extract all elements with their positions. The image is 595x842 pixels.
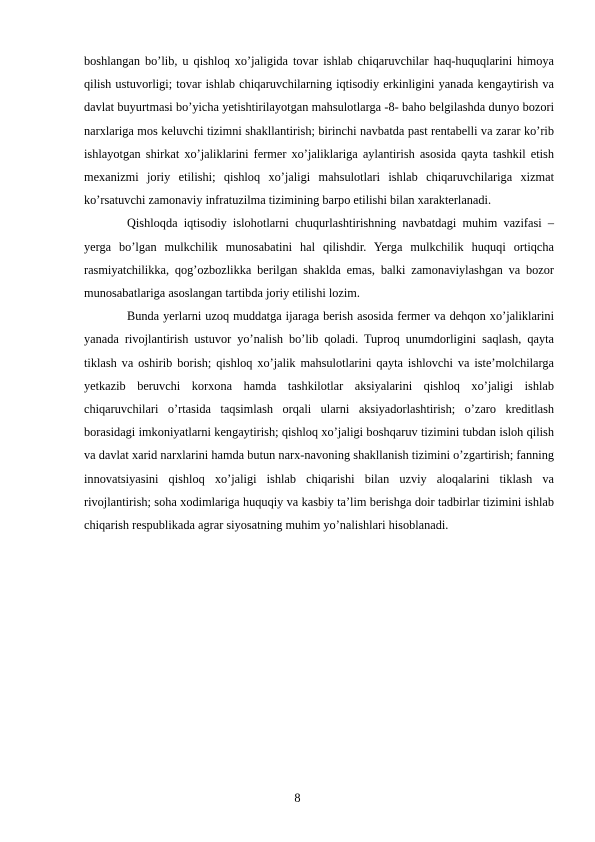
body-text — [84, 50, 554, 537]
paragraph-2: Qishloqda iqtisodiy islohotlarni chuqurlashtirishning navbatdagi muhim vazifasi – yerga bo’lgan mulkchilik munosabatini hal qilishdir. Yerga mulkchilik huquqi ortiqcha rasmiyatchilikka, qog’ozbozlikka berilgan shaklda emas, balki zamonaviylashgan va bozor munosabatlariga asoslangan tartibda joriy etilishi lozim. — [84, 216, 554, 301]
paragraph-3: Bunda yerlarni uzoq muddatga ijaraga berish asosida fermer va dehqon xo’jaliklarini yanada rivojlantirish ustuvor yo’nalish bo’lib qoladi. Tuproq unumdorligini saqlash, qayta tiklash va oshirib borish; qishloq xo’jalik mahsulotlarini qayta ishlovchi va iste’molchilarga yetkazib beruvchi korxona hamda tashkilotlar aksiyalarini qishloq xo’jaligi ishlab chiqaruvchilari o’rtasida taqsimlash orqali ularni aksiyadorlashtirish; o’zaro kreditlash borasidagi imkoniyatlarni kengaytirish; qishloq xo’jaligi boshqaruv tizimini tubdan isloh qilish va davlat xarid narxlarini hamda butun narx-navoning shakllanish tizimini o’zgartirish; fanning innovatsiyasini qishloq xo’jaligi ishlab chiqarishi bilan uzviy aloqalarini tiklash va rivojlantirish; soha xodimlariga huquqiy va kasbiy ta’lim berishga doir tadbirlar tizimini ishlab chiqarish respublikada agrar siyosatning muhim yo’nalishlari hisoblanadi. — [84, 309, 554, 533]
paragraph-1: boshlangan bo’lib, u qishloq xo’jaligida tovar ishlab chiqaruvchilar haq-huquqlarini himoya qilish ustuvorligi; tovar ishlab chiqaruvchilarning iqtisodiy erkinligini yanada kengaytirish va davlat buyurtmasi bo’yicha yetishtirilayotgan mahsulotlarga -8- baho belgilashda dunyo bozori narxlariga mos keluvchi tizimni shakllantirish; birinchi navbatda past rentabelli va zarar ko’rib ishlayotgan shirkat xo’jaliklarini fermer xo’jaliklariga aylantirish asosida qayta tashkil etish mexanizmi joriy etilishi; qishloq xo’jaligi mahsulotlari ishlab chiqaruvchilariga xizmat ko’rsatuvchi zamonaviy infratuzilma tizimining barpo etilishi bilan xarakterlanadi. — [84, 54, 554, 208]
page-number: 8 — [294, 791, 301, 805]
